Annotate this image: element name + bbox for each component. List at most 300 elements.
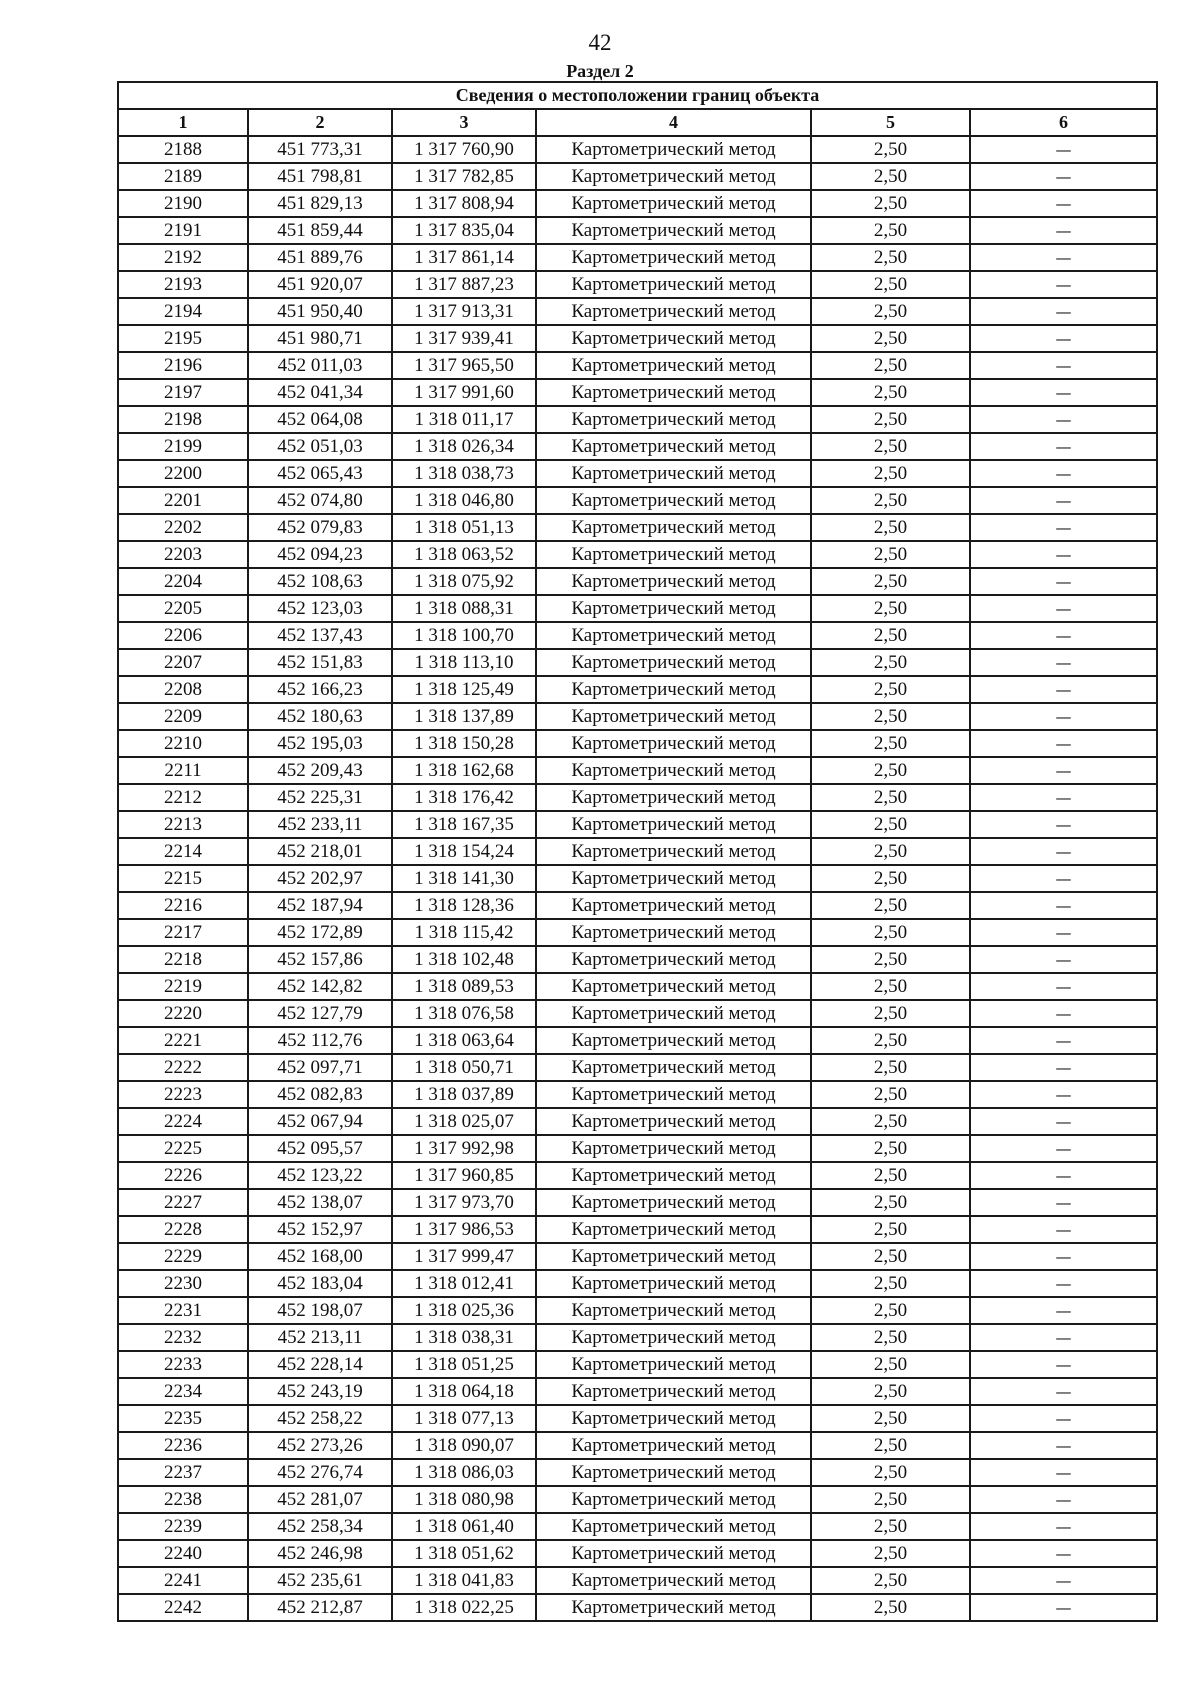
x-coordinate-cell: 452 172,89 [248, 919, 392, 946]
point-number-cell: 2231 [118, 1297, 248, 1324]
method-cell: Картометрический метод [536, 1297, 811, 1324]
note-cell: — [970, 838, 1157, 865]
note-cell: — [970, 460, 1157, 487]
point-number-cell: 2219 [118, 973, 248, 1000]
method-cell: Картометрический метод [536, 406, 811, 433]
note-cell: — [970, 1081, 1157, 1108]
table-row [118, 1135, 1157, 1162]
point-number-cell: 2188 [118, 136, 248, 163]
y-coordinate-cell: 1 318 128,36 [392, 892, 536, 919]
accuracy-cell: 2,50 [811, 379, 970, 406]
table-row [118, 1108, 1157, 1135]
accuracy-cell: 2,50 [811, 649, 970, 676]
note-cell: — [970, 1000, 1157, 1027]
method-cell: Картометрический метод [536, 1027, 811, 1054]
table-row [118, 703, 1157, 730]
accuracy-cell: 2,50 [811, 1513, 970, 1540]
table-row [118, 1540, 1157, 1567]
table-row [118, 1324, 1157, 1351]
table-row [118, 1378, 1157, 1405]
accuracy-cell: 2,50 [811, 676, 970, 703]
y-coordinate-cell: 1 318 080,98 [392, 1486, 536, 1513]
y-coordinate-cell: 1 318 051,13 [392, 514, 536, 541]
note-cell: — [970, 514, 1157, 541]
note-cell: — [970, 703, 1157, 730]
y-coordinate-cell: 1 318 061,40 [392, 1513, 536, 1540]
table-row [118, 433, 1157, 460]
note-cell: — [970, 946, 1157, 973]
method-cell: Картометрический метод [536, 838, 811, 865]
accuracy-cell: 2,50 [811, 352, 970, 379]
x-coordinate-cell: 452 195,03 [248, 730, 392, 757]
accuracy-cell: 2,50 [811, 487, 970, 514]
method-cell: Картометрический метод [536, 1000, 811, 1027]
x-coordinate-cell: 452 243,19 [248, 1378, 392, 1405]
table-row [118, 973, 1157, 1000]
table-row [118, 379, 1157, 406]
x-coordinate-cell: 451 798,81 [248, 163, 392, 190]
y-coordinate-cell: 1 318 090,07 [392, 1432, 536, 1459]
boundary-coordinates-table [117, 81, 1158, 1622]
x-coordinate-cell: 452 108,63 [248, 568, 392, 595]
accuracy-cell: 2,50 [811, 514, 970, 541]
y-coordinate-cell: 1 317 973,70 [392, 1189, 536, 1216]
accuracy-cell: 2,50 [811, 973, 970, 1000]
accuracy-cell: 2,50 [811, 730, 970, 757]
accuracy-cell: 2,50 [811, 568, 970, 595]
method-cell: Картометрический метод [536, 757, 811, 784]
x-coordinate-cell: 452 183,04 [248, 1270, 392, 1297]
table-row [118, 1027, 1157, 1054]
method-cell: Картометрический метод [536, 568, 811, 595]
point-number-cell: 2236 [118, 1432, 248, 1459]
method-cell: Картометрический метод [536, 1189, 811, 1216]
point-number-cell: 2205 [118, 595, 248, 622]
method-cell: Картометрический метод [536, 1054, 811, 1081]
y-coordinate-cell: 1 318 086,03 [392, 1459, 536, 1486]
method-cell: Картометрический метод [536, 1162, 811, 1189]
y-coordinate-cell: 1 317 835,04 [392, 217, 536, 244]
y-coordinate-cell: 1 318 089,53 [392, 973, 536, 1000]
x-coordinate-cell: 452 067,94 [248, 1108, 392, 1135]
table-row [118, 1351, 1157, 1378]
y-coordinate-cell: 1 318 113,10 [392, 649, 536, 676]
note-cell: — [970, 1459, 1157, 1486]
accuracy-cell: 2,50 [811, 1216, 970, 1243]
method-cell: Картометрический метод [536, 946, 811, 973]
table-row [118, 1270, 1157, 1297]
point-number-cell: 2200 [118, 460, 248, 487]
point-number-cell: 2228 [118, 1216, 248, 1243]
y-coordinate-cell: 1 318 077,13 [392, 1405, 536, 1432]
y-coordinate-cell: 1 318 102,48 [392, 946, 536, 973]
x-coordinate-cell: 452 151,83 [248, 649, 392, 676]
point-number-cell: 2194 [118, 298, 248, 325]
table-row [118, 217, 1157, 244]
method-cell: Картометрический метод [536, 298, 811, 325]
y-coordinate-cell: 1 318 125,49 [392, 676, 536, 703]
point-number-cell: 2214 [118, 838, 248, 865]
table-row [118, 622, 1157, 649]
point-number-cell: 2191 [118, 217, 248, 244]
method-cell: Картометрический метод [536, 676, 811, 703]
x-coordinate-cell: 452 123,03 [248, 595, 392, 622]
table-row [118, 298, 1157, 325]
column-number: 1 [118, 109, 248, 136]
x-coordinate-cell: 452 142,82 [248, 973, 392, 1000]
note-cell: — [970, 1135, 1157, 1162]
point-number-cell: 2192 [118, 244, 248, 271]
x-coordinate-cell: 452 228,14 [248, 1351, 392, 1378]
method-cell: Картометрический метод [536, 1324, 811, 1351]
point-number-cell: 2208 [118, 676, 248, 703]
x-coordinate-cell: 452 097,71 [248, 1054, 392, 1081]
point-number-cell: 2234 [118, 1378, 248, 1405]
table-row [118, 1189, 1157, 1216]
accuracy-cell: 2,50 [811, 1135, 970, 1162]
accuracy-cell: 2,50 [811, 1432, 970, 1459]
point-number-cell: 2229 [118, 1243, 248, 1270]
column-number: 2 [248, 109, 392, 136]
accuracy-cell: 2,50 [811, 217, 970, 244]
table-row [118, 1297, 1157, 1324]
table-row [118, 595, 1157, 622]
method-cell: Картометрический метод [536, 595, 811, 622]
table-row [118, 1594, 1157, 1621]
note-cell: — [970, 757, 1157, 784]
accuracy-cell: 2,50 [811, 1459, 970, 1486]
accuracy-cell: 2,50 [811, 433, 970, 460]
method-cell: Картометрический метод [536, 244, 811, 271]
point-number-cell: 2196 [118, 352, 248, 379]
note-cell: — [970, 217, 1157, 244]
accuracy-cell: 2,50 [811, 1351, 970, 1378]
x-coordinate-cell: 452 281,07 [248, 1486, 392, 1513]
table-row [118, 757, 1157, 784]
note-cell: — [970, 190, 1157, 217]
y-coordinate-cell: 1 318 038,31 [392, 1324, 536, 1351]
point-number-cell: 2241 [118, 1567, 248, 1594]
note-cell: — [970, 1351, 1157, 1378]
method-cell: Картометрический метод [536, 973, 811, 1000]
table-row [118, 730, 1157, 757]
note-cell: — [970, 1108, 1157, 1135]
table-row [118, 1567, 1157, 1594]
note-cell: — [970, 406, 1157, 433]
method-cell: Картометрический метод [536, 352, 811, 379]
y-coordinate-cell: 1 318 154,24 [392, 838, 536, 865]
point-number-cell: 2189 [118, 163, 248, 190]
accuracy-cell: 2,50 [811, 163, 970, 190]
table-row [118, 946, 1157, 973]
x-coordinate-cell: 452 202,97 [248, 865, 392, 892]
y-coordinate-cell: 1 318 026,34 [392, 433, 536, 460]
table-row [118, 1459, 1157, 1486]
x-coordinate-cell: 452 166,23 [248, 676, 392, 703]
table-row [118, 163, 1157, 190]
note-cell: — [970, 919, 1157, 946]
note-cell: — [970, 676, 1157, 703]
y-coordinate-cell: 1 318 046,80 [392, 487, 536, 514]
table-row [118, 406, 1157, 433]
y-coordinate-cell: 1 318 063,64 [392, 1027, 536, 1054]
method-cell: Картометрический метод [536, 1270, 811, 1297]
table-row [118, 190, 1157, 217]
accuracy-cell: 2,50 [811, 757, 970, 784]
method-cell: Картометрический метод [536, 811, 811, 838]
x-coordinate-cell: 451 920,07 [248, 271, 392, 298]
y-coordinate-cell: 1 317 887,23 [392, 271, 536, 298]
x-coordinate-cell: 452 079,83 [248, 514, 392, 541]
method-cell: Картометрический метод [536, 919, 811, 946]
table-row [118, 244, 1157, 271]
accuracy-cell: 2,50 [811, 1567, 970, 1594]
method-cell: Картометрический метод [536, 325, 811, 352]
x-coordinate-cell: 452 123,22 [248, 1162, 392, 1189]
x-coordinate-cell: 452 137,43 [248, 622, 392, 649]
point-number-cell: 2217 [118, 919, 248, 946]
point-number-cell: 2235 [118, 1405, 248, 1432]
method-cell: Картометрический метод [536, 1594, 811, 1621]
x-coordinate-cell: 452 212,87 [248, 1594, 392, 1621]
table-row [118, 460, 1157, 487]
y-coordinate-cell: 1 318 141,30 [392, 865, 536, 892]
accuracy-cell: 2,50 [811, 919, 970, 946]
accuracy-cell: 2,50 [811, 1054, 970, 1081]
point-number-cell: 2199 [118, 433, 248, 460]
note-cell: — [970, 595, 1157, 622]
column-number: 6 [970, 109, 1157, 136]
method-cell: Картометрический метод [536, 1216, 811, 1243]
accuracy-cell: 2,50 [811, 622, 970, 649]
x-coordinate-cell: 452 233,11 [248, 811, 392, 838]
method-cell: Картометрический метод [536, 460, 811, 487]
table-caption-row [118, 82, 1157, 109]
note-cell: — [970, 1432, 1157, 1459]
y-coordinate-cell: 1 318 050,71 [392, 1054, 536, 1081]
point-number-cell: 2213 [118, 811, 248, 838]
note-cell: — [970, 163, 1157, 190]
method-cell: Картометрический метод [536, 1486, 811, 1513]
note-cell: — [970, 433, 1157, 460]
point-number-cell: 2195 [118, 325, 248, 352]
method-cell: Картометрический метод [536, 514, 811, 541]
point-number-cell: 2230 [118, 1270, 248, 1297]
table-row [118, 838, 1157, 865]
note-cell: — [970, 271, 1157, 298]
column-number-row [118, 109, 1157, 136]
y-coordinate-cell: 1 318 022,25 [392, 1594, 536, 1621]
method-cell: Картометрический метод [536, 1432, 811, 1459]
y-coordinate-cell: 1 317 986,53 [392, 1216, 536, 1243]
table-row [118, 1162, 1157, 1189]
method-cell: Картометрический метод [536, 1378, 811, 1405]
y-coordinate-cell: 1 317 808,94 [392, 190, 536, 217]
x-coordinate-cell: 452 095,57 [248, 1135, 392, 1162]
point-number-cell: 2218 [118, 946, 248, 973]
accuracy-cell: 2,50 [811, 1189, 970, 1216]
point-number-cell: 2204 [118, 568, 248, 595]
note-cell: — [970, 1027, 1157, 1054]
table-row [118, 1513, 1157, 1540]
method-cell: Картометрический метод [536, 703, 811, 730]
point-number-cell: 2216 [118, 892, 248, 919]
method-cell: Картометрический метод [536, 784, 811, 811]
y-coordinate-cell: 1 317 999,47 [392, 1243, 536, 1270]
point-number-cell: 2237 [118, 1459, 248, 1486]
note-cell: — [970, 298, 1157, 325]
point-number-cell: 2240 [118, 1540, 248, 1567]
table-row [118, 1000, 1157, 1027]
y-coordinate-cell: 1 318 115,42 [392, 919, 536, 946]
accuracy-cell: 2,50 [811, 1324, 970, 1351]
point-number-cell: 2207 [118, 649, 248, 676]
accuracy-cell: 2,50 [811, 1162, 970, 1189]
note-cell: — [970, 325, 1157, 352]
accuracy-cell: 2,50 [811, 1000, 970, 1027]
method-cell: Картометрический метод [536, 136, 811, 163]
x-coordinate-cell: 451 980,71 [248, 325, 392, 352]
point-number-cell: 2224 [118, 1108, 248, 1135]
y-coordinate-cell: 1 317 760,90 [392, 136, 536, 163]
table-row [118, 1081, 1157, 1108]
table-row [118, 649, 1157, 676]
accuracy-cell: 2,50 [811, 1297, 970, 1324]
table-row [118, 892, 1157, 919]
accuracy-cell: 2,50 [811, 136, 970, 163]
y-coordinate-cell: 1 318 051,62 [392, 1540, 536, 1567]
accuracy-cell: 2,50 [811, 244, 970, 271]
point-number-cell: 2239 [118, 1513, 248, 1540]
y-coordinate-cell: 1 318 075,92 [392, 568, 536, 595]
point-number-cell: 2222 [118, 1054, 248, 1081]
x-coordinate-cell: 451 829,13 [248, 190, 392, 217]
method-cell: Картометрический метод [536, 649, 811, 676]
table-row [118, 1216, 1157, 1243]
point-number-cell: 2242 [118, 1594, 248, 1621]
note-cell: — [970, 541, 1157, 568]
x-coordinate-cell: 452 213,11 [248, 1324, 392, 1351]
method-cell: Картометрический метод [536, 1405, 811, 1432]
y-coordinate-cell: 1 318 088,31 [392, 595, 536, 622]
accuracy-cell: 2,50 [811, 460, 970, 487]
accuracy-cell: 2,50 [811, 946, 970, 973]
accuracy-cell: 2,50 [811, 1243, 970, 1270]
point-number-cell: 2197 [118, 379, 248, 406]
y-coordinate-cell: 1 318 076,58 [392, 1000, 536, 1027]
note-cell: — [970, 973, 1157, 1000]
x-coordinate-cell: 452 011,03 [248, 352, 392, 379]
note-cell: — [970, 1297, 1157, 1324]
point-number-cell: 2223 [118, 1081, 248, 1108]
accuracy-cell: 2,50 [811, 271, 970, 298]
y-coordinate-cell: 1 317 965,50 [392, 352, 536, 379]
note-cell: — [970, 892, 1157, 919]
table-row [118, 1405, 1157, 1432]
x-coordinate-cell: 452 198,07 [248, 1297, 392, 1324]
method-cell: Картометрический метод [536, 1459, 811, 1486]
x-coordinate-cell: 451 859,44 [248, 217, 392, 244]
note-cell: — [970, 568, 1157, 595]
y-coordinate-cell: 1 317 960,85 [392, 1162, 536, 1189]
point-number-cell: 2210 [118, 730, 248, 757]
y-coordinate-cell: 1 318 041,83 [392, 1567, 536, 1594]
table-row [118, 568, 1157, 595]
note-cell: — [970, 1270, 1157, 1297]
column-number: 3 [392, 109, 536, 136]
table-row [118, 487, 1157, 514]
y-coordinate-cell: 1 318 167,35 [392, 811, 536, 838]
y-coordinate-cell: 1 318 025,07 [392, 1108, 536, 1135]
note-cell: — [970, 784, 1157, 811]
note-cell: — [970, 730, 1157, 757]
note-cell: — [970, 1189, 1157, 1216]
y-coordinate-cell: 1 318 064,18 [392, 1378, 536, 1405]
x-coordinate-cell: 452 094,23 [248, 541, 392, 568]
column-number: 5 [811, 109, 970, 136]
x-coordinate-cell: 452 276,74 [248, 1459, 392, 1486]
accuracy-cell: 2,50 [811, 406, 970, 433]
x-coordinate-cell: 452 065,43 [248, 460, 392, 487]
point-number-cell: 2202 [118, 514, 248, 541]
method-cell: Картометрический метод [536, 379, 811, 406]
x-coordinate-cell: 452 246,98 [248, 1540, 392, 1567]
accuracy-cell: 2,50 [811, 1081, 970, 1108]
y-coordinate-cell: 1 317 782,85 [392, 163, 536, 190]
table-row [118, 1432, 1157, 1459]
note-cell: — [970, 1405, 1157, 1432]
x-coordinate-cell: 452 157,86 [248, 946, 392, 973]
note-cell: — [970, 1324, 1157, 1351]
method-cell: Картометрический метод [536, 271, 811, 298]
point-number-cell: 2233 [118, 1351, 248, 1378]
accuracy-cell: 2,50 [811, 703, 970, 730]
accuracy-cell: 2,50 [811, 190, 970, 217]
x-coordinate-cell: 452 209,43 [248, 757, 392, 784]
point-number-cell: 2209 [118, 703, 248, 730]
method-cell: Картометрический метод [536, 730, 811, 757]
accuracy-cell: 2,50 [811, 1270, 970, 1297]
method-cell: Картометрический метод [536, 892, 811, 919]
point-number-cell: 2215 [118, 865, 248, 892]
note-cell: — [970, 811, 1157, 838]
x-coordinate-cell: 452 127,79 [248, 1000, 392, 1027]
y-coordinate-cell: 1 318 100,70 [392, 622, 536, 649]
note-cell: — [970, 649, 1157, 676]
note-cell: — [970, 1243, 1157, 1270]
accuracy-cell: 2,50 [811, 838, 970, 865]
method-cell: Картометрический метод [536, 1351, 811, 1378]
point-number-cell: 2227 [118, 1189, 248, 1216]
point-number-cell: 2198 [118, 406, 248, 433]
x-coordinate-cell: 452 112,76 [248, 1027, 392, 1054]
y-coordinate-cell: 1 317 991,60 [392, 379, 536, 406]
point-number-cell: 2225 [118, 1135, 248, 1162]
method-cell: Картометрический метод [536, 1243, 811, 1270]
accuracy-cell: 2,50 [811, 865, 970, 892]
y-coordinate-cell: 1 318 176,42 [392, 784, 536, 811]
method-cell: Картометрический метод [536, 1513, 811, 1540]
x-coordinate-cell: 451 889,76 [248, 244, 392, 271]
table-row [118, 541, 1157, 568]
table-body [118, 136, 1157, 1621]
method-cell: Картометрический метод [536, 622, 811, 649]
table-row [118, 1054, 1157, 1081]
x-coordinate-cell: 452 218,01 [248, 838, 392, 865]
x-coordinate-cell: 452 152,97 [248, 1216, 392, 1243]
note-cell: — [970, 487, 1157, 514]
accuracy-cell: 2,50 [811, 298, 970, 325]
